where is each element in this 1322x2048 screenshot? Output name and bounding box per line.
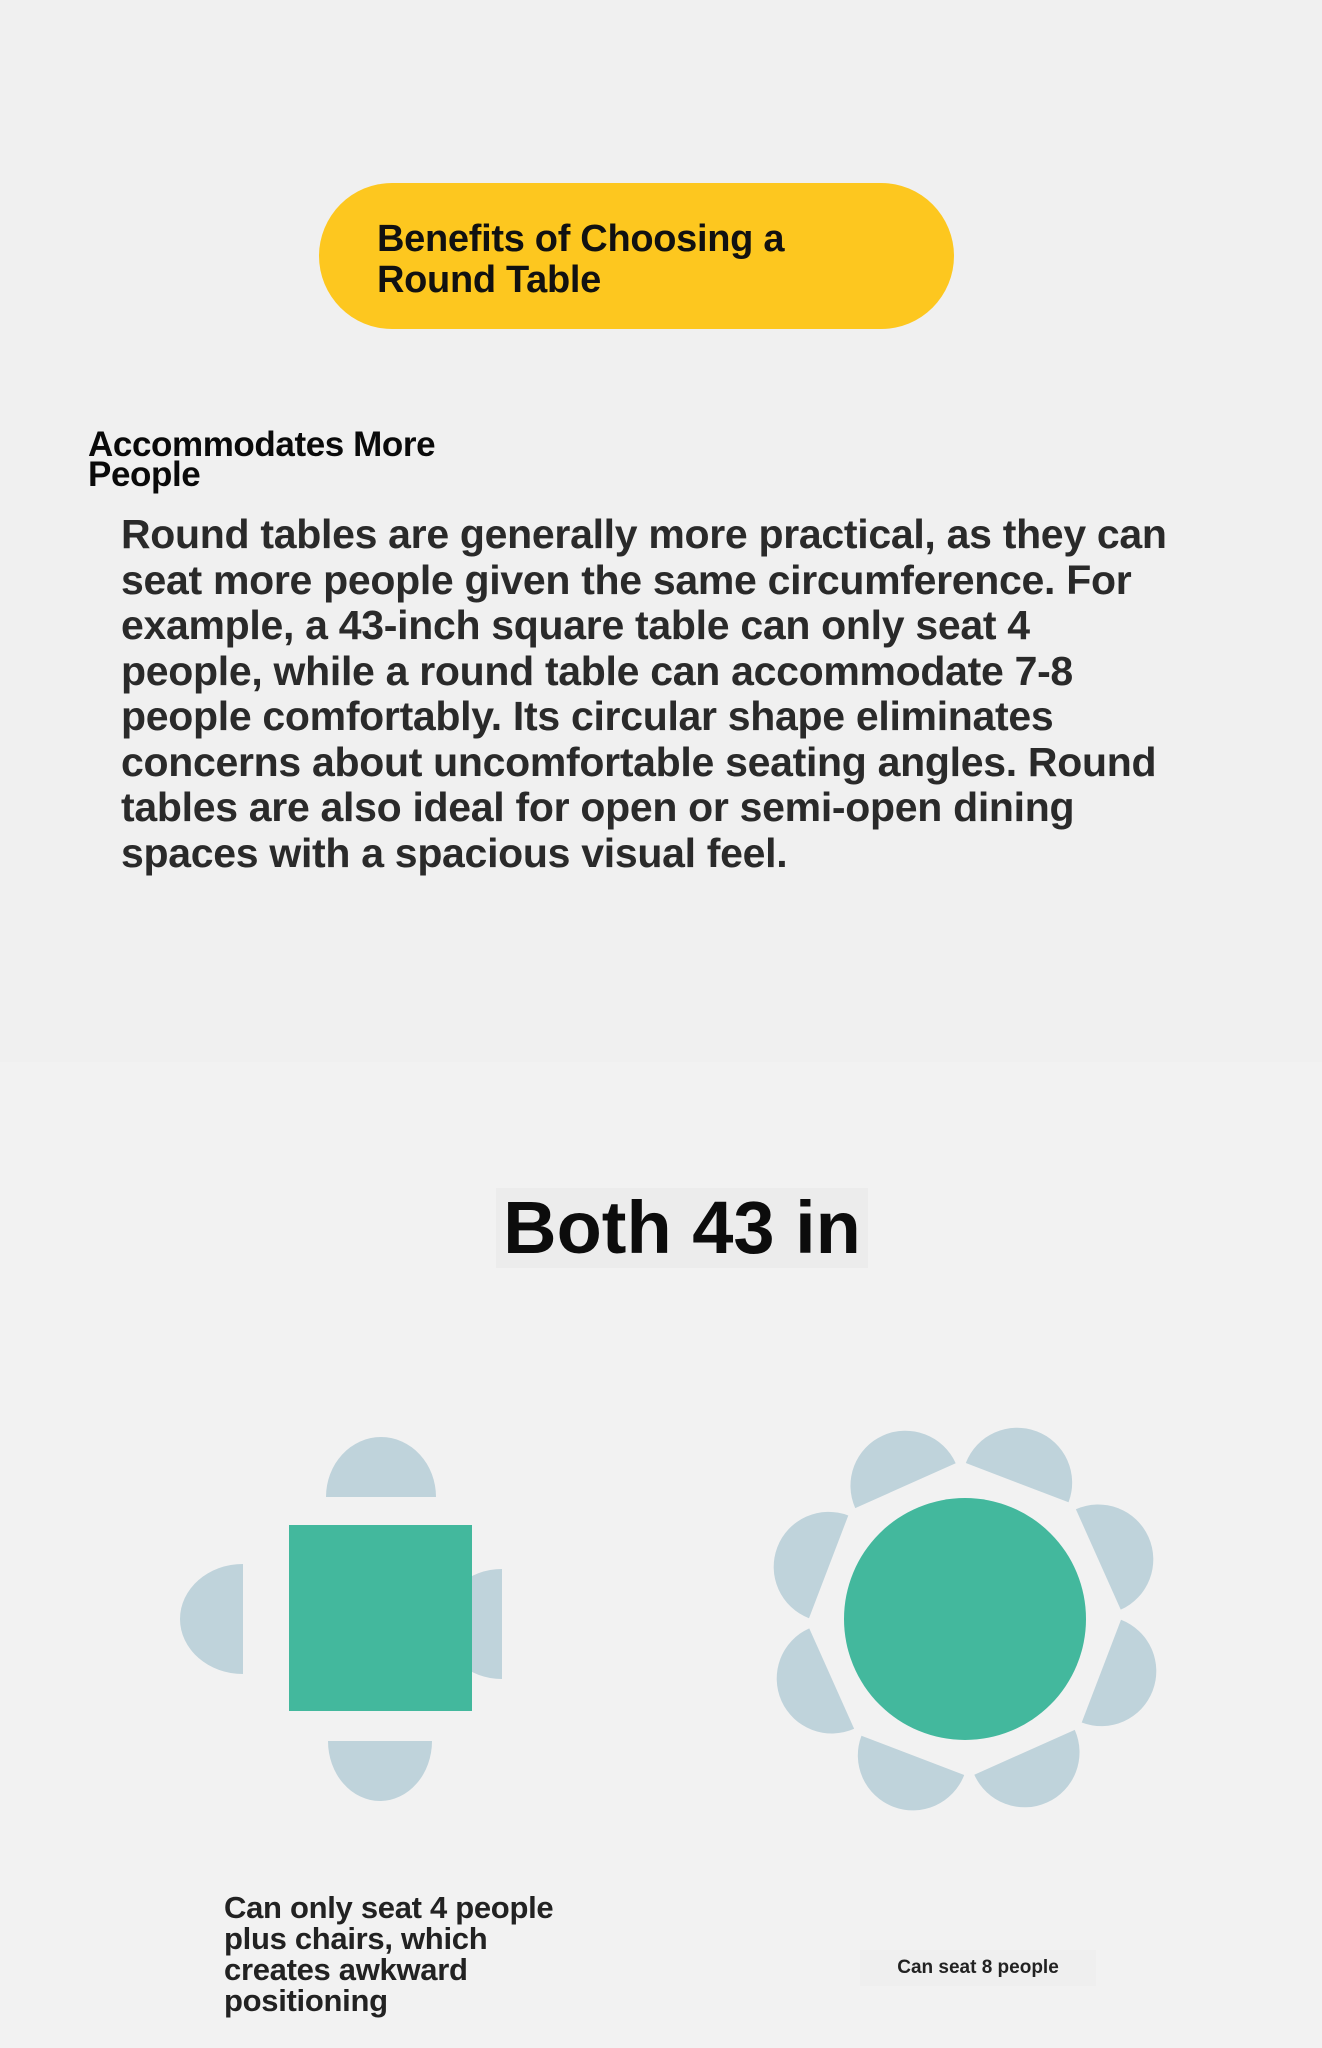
section-heading: Accommodates More People: [88, 425, 436, 494]
round-chair: [966, 1428, 1072, 1503]
round-table-layout: [774, 1428, 1157, 1811]
round-chair: [777, 1628, 854, 1733]
round-chair: [1076, 1504, 1153, 1609]
page-title: Benefits of Choosing a Round Table: [377, 218, 785, 301]
chair-bottom: [328, 1741, 432, 1801]
chair-top: [326, 1437, 436, 1497]
round-chair: [774, 1512, 849, 1618]
round-chair: [1082, 1620, 1157, 1726]
chair-left: [180, 1564, 243, 1674]
round-chair: [850, 1431, 955, 1508]
round-chair: [858, 1736, 964, 1811]
square-table-layout: [180, 1437, 502, 1801]
square-caption: Can only seat 4 people plus chairs, which creates awkward positioning: [224, 1890, 554, 2018]
square-table: [289, 1525, 472, 1711]
round-table: [844, 1498, 1086, 1740]
round-chair: [974, 1730, 1079, 1807]
round-caption: Can seat 8 people: [860, 1950, 1096, 1986]
section-body: Round tables are generally more practical, as they can seat more people given the same circumference. For example, a 43-inch square table can only seat 4 people, while a round table can accommodate 7-8 people comfortably. Its circular shape eliminates concerns about uncomfortable seating angles. Round tables are also ideal for open or semi-open dining spaces with a spacious visual feel.: [121, 511, 1167, 876]
comparison-title: Both 43 in: [496, 1188, 868, 1268]
